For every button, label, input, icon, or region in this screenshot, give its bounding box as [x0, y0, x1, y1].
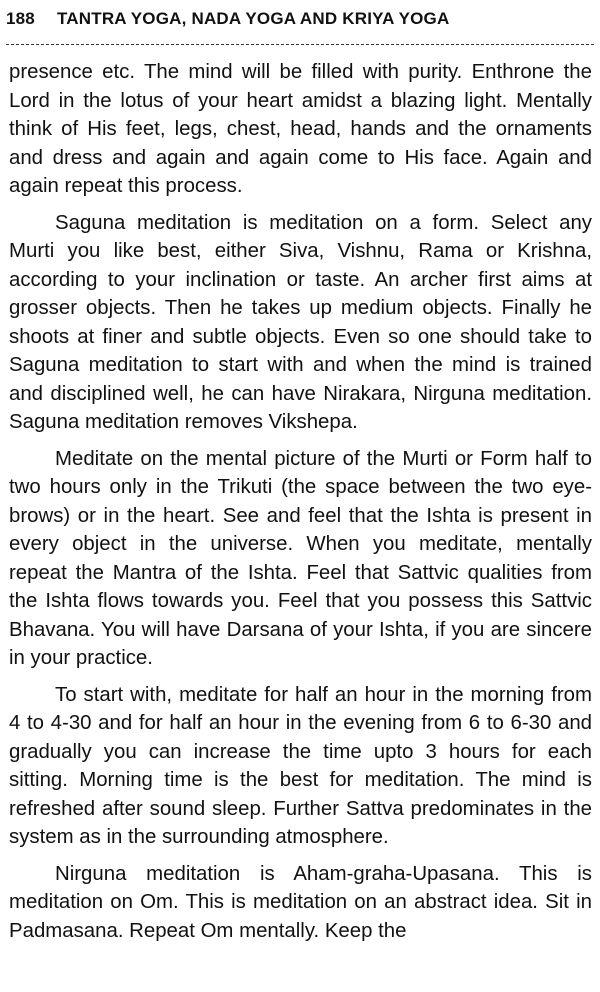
running-title: TANTRA YOGA, NADA YOGA AND KRIYA YOGA — [56, 9, 450, 28]
paragraph-5: Nirguna meditation is Aham-graha-Upasana. This is meditation on Om. This is meditation on an abstract idea. Sit in Padmasana. Repeat Om mentally. Keep the — [9, 862, 592, 942]
page-number: 188 — [6, 9, 35, 28]
header-divider — [6, 44, 594, 45]
body-text — [9, 58, 592, 953]
paragraph-1: presence etc. The mind will be filled with purity. Enthrone the Lord in the lotus of your heart amidst a blazing light. Mentally think of His feet, legs, chest, head, hands and the ornaments and dress and again and again come to His face. Again and again repeat this process. — [9, 61, 592, 197]
paragraph-4: To start with, meditate for half an hour in the morning from 4 to 4-30 and for half an hour in the evening from 6 to 6-30 and gradually you can increase the time upto 3 hours for each sitting. Morning time is the best for meditation. The mind is refreshed after sound sleep. Further Sattva predominates in the system as in the surrounding atmosphere. — [9, 683, 592, 848]
paragraph-3: Meditate on the mental picture of the Murti or Form half to two hours only in the Trikuti (the space between the two eye-brows) or in the heart. See and feel that the Ishta is present in every object in the universe. When you meditate, mentally repeat the Mantra of the Ishta. Feel that Sattvic qualities from the Ishta flows towards you. Feel that you possess this Sattvic Bhavana. You will have Darsana of your Ishta, if you are sincere in your practice. — [9, 447, 592, 669]
running-header — [6, 4, 594, 34]
paragraph-2: Saguna meditation is meditation on a form. Select any Murti you like best, either Siva, Vishnu, Rama or Krishna, according to your inclination or taste. An archer first aims at grosser objects. Then he takes up medium objects. Finally he shoots at finer and subtle objects. Even so one should take to Saguna meditation to start with and when the mind is trained and disciplined well, he can have Nirakara, Nirguna meditation. Saguna meditation removes Vikshepa. — [9, 211, 592, 433]
